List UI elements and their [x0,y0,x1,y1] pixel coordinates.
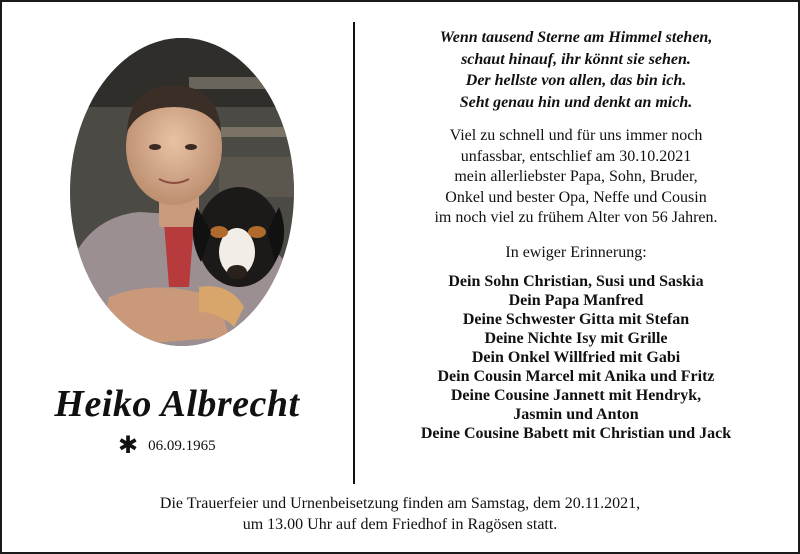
poem [362,27,790,113]
poem-line: Wenn tausend Sterne am Himmel stehen, [439,29,713,46]
funeral-info-line: um 13.00 Uhr auf dem Friedhof in Ragösen statt. [242,515,558,533]
funeral-info [2,494,798,535]
birth-date: 06.09.1965 [148,437,216,454]
portrait-image [69,37,295,347]
memory-label: In ewiger Erinnerung: [505,243,647,261]
vertical-divider [353,22,355,484]
message-line: mein allerliebster Papa, Sohn, Bruder, [454,168,698,185]
mourner-line: Deine Nichte Isy mit Grille [484,329,668,347]
death-notice-message [362,126,790,229]
message-line: Viel zu schnell und für uns immer noch [449,127,703,144]
mourner-line: Deine Cousine Babett mit Christian und Jack [420,424,732,442]
deceased-name: Heiko Albrecht [54,383,300,425]
text-column [362,27,790,443]
funeral-info-line: Die Trauerfeier und Urnenbeisetzung finden am Samstag, dem 20.11.2021, [159,495,641,512]
mourner-line: Dein Papa Manfred [508,291,644,309]
mourner-line: Jasmin und Anton [513,405,639,423]
mourner-line: Dein Onkel Willfried mit Gabi [471,348,681,366]
mourner-line: Dein Sohn Christian, Susi und Saskia [448,272,704,290]
portrait-photo [69,37,295,347]
mourner-line: Deine Schwester Gitta mit Stefan [462,310,690,328]
poem-line: schaut hinauf, ihr könnt sie sehen. [461,50,691,68]
birth-info [118,434,216,458]
poem-line: Der hellste von allen, das bin ich. [465,72,687,89]
message-line: unfassbar, entschlief am 30.10.2021 [460,147,692,165]
mourner-line: Deine Cousine Jannett mit Hendryk, [450,386,702,404]
mourner-line: Dein Cousin Marcel mit Anika und Fritz [437,367,715,385]
message-line: im noch viel zu frühem Alter von 56 Jahren. [434,209,718,226]
mourners-list [362,272,790,443]
poem-line: Seht genau hin und denkt an mich. [459,93,693,111]
portrait-column [2,2,352,482]
message-line: Onkel und bester Opa, Neffe und Cousin [445,188,707,206]
birth-star-icon: ✱ [118,433,139,459]
